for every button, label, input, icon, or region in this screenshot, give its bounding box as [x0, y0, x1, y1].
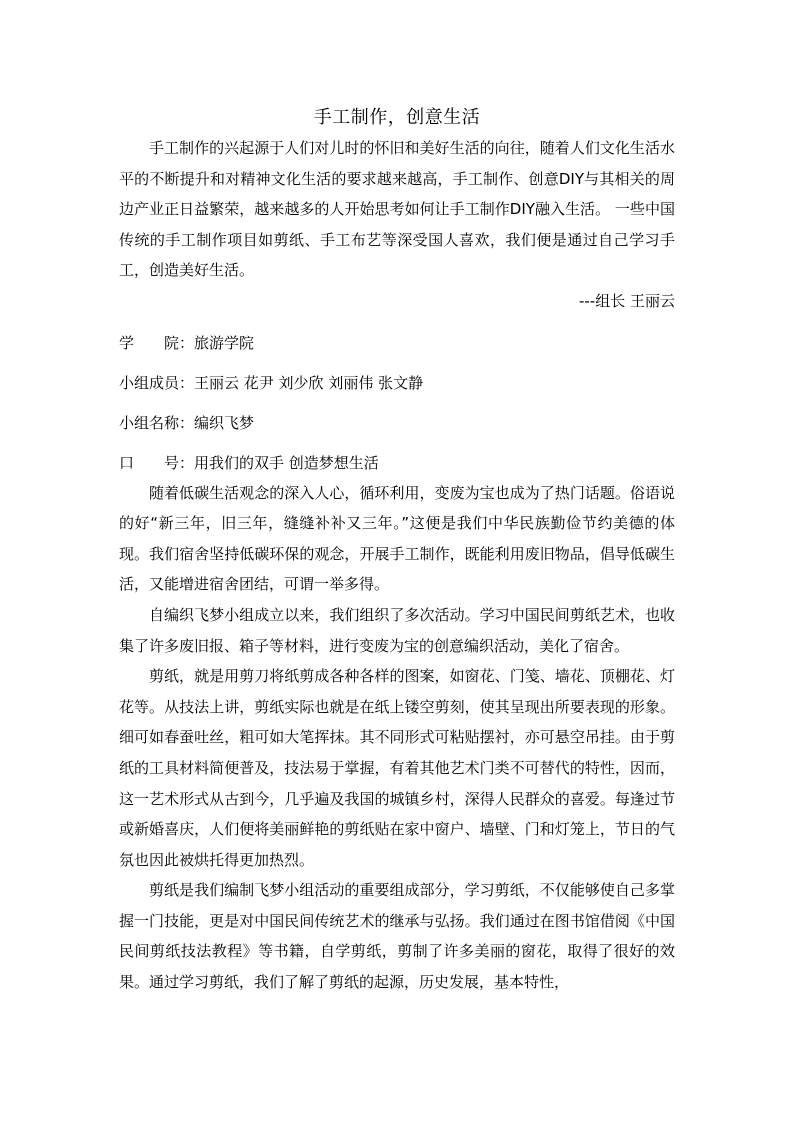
slogan-value: 用我们的双手 创造梦想生活 — [194, 453, 379, 472]
body-paragraph: 剪纸是我们编制飞梦小组活动的重要组成部分，学习剪纸，不仅能够使自己多掌握一门技能，更是对中国民间传统艺术的继承与弘扬。我们通过在图书馆借阅《中国民间剪纸技法教程》等书籍，自学剪纸，剪制了许多美丽的窗花，取得了很好的效果。通过学习剪纸，我们了解了剪纸的起源，历史发展，基本特性， — [119, 881, 675, 992]
members-line — [119, 368, 675, 398]
signature-line: ---组长 王丽云 — [578, 291, 675, 310]
intro-paragraph: 手工制作的兴起源于人们对儿时的怀旧和美好生活的向往，随着人们文化生活水平的不断提升和对精神文化生活的要求越来越高，手工制作、创意DIY与其相关的周边产业正日益繁荣，越来越多的人开始思考如何让手工制作DIY融入生活。 一些中国传统的手工制作项目如剪纸、手工布艺等深受国人喜欢，我们便是通过自己学习手工，创造美好生活。 — [119, 139, 675, 280]
members-label: 小组成员： — [119, 373, 195, 392]
members-value: 王丽云 花尹 刘少欣 刘丽伟 张文静 — [194, 373, 424, 392]
group-name-value: 编织飞梦 — [194, 413, 255, 432]
college-line — [119, 328, 675, 358]
slogan-line — [119, 448, 675, 478]
college-label: 学 院： — [119, 333, 195, 352]
slogan-label: 口 号： — [119, 453, 195, 472]
group-name-label: 小组名称： — [119, 413, 195, 432]
document-title: 手工制作，创意生活 — [313, 107, 481, 128]
body-paragraph: 随着低碳生活观念的深入人心，循环利用，变废为宝也成为了热门话题。俗语说的好“新三年，旧三年，缝缝补补又三年。”这便是我们中华民族勤俭节约美德的体现。我们宿舍坚持低碳环保的观念，开展手工制作，既能利用废旧物品，倡导低碳生活，又能增进宿舍团结，可谓一举多得。 — [119, 483, 675, 594]
body-paragraph: 剪纸，就是用剪刀将纸剪成各种各样的图案，如窗花、门笺、墙花、顶棚花、灯花等。从技法上讲，剪纸实际也就是在纸上镂空剪刻，使其呈现出所要表现的形象。细可如春蚕吐丝，粗可如大笔挥抹。其不同形式可粘贴摆衬，亦可悬空吊挂。由于剪纸的工具材料简便普及，技法易于掌握，有着其他艺术门类不可替代的特性，因而，这一艺术形式从古到今，几乎遍及我国的城镇乡村，深得人民群众的喜爱。每逢过节或新婚喜庆，人们便将美丽鲜艳的剪纸贴在家中窗户、墙壁、门和灯笼上，节日的气氛也因此被烘托得更加热烈。 — [119, 667, 675, 869]
group-name-line — [119, 408, 675, 438]
body-paragraph: 自编织飞梦小组成立以来，我们组织了多次活动。学习中国民间剪纸艺术，也收集了许多废旧报、箱子等材料，进行变废为宝的创意编织活动，美化了宿舍。 — [119, 605, 675, 655]
document-body — [119, 104, 675, 998]
college-value: 旅游学院 — [194, 333, 255, 352]
